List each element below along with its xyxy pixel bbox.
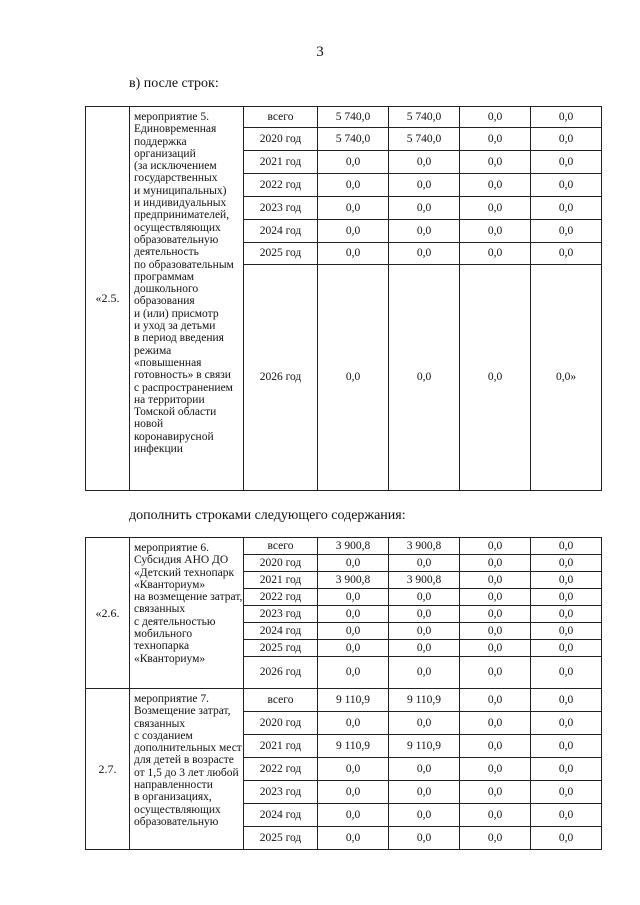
- amount-cell: 0,0: [531, 623, 602, 640]
- amount-cell: 0,0: [389, 657, 460, 689]
- amount-cell: 0,0: [460, 689, 531, 712]
- description-line: по образовательным: [134, 258, 234, 271]
- amount-cell: 0,0: [460, 781, 531, 804]
- amount-cell: 0,0: [460, 220, 531, 243]
- description-line: дополнительных мест: [134, 742, 242, 755]
- item-description: [130, 538, 244, 689]
- period-cell: всего: [244, 107, 318, 128]
- description-line: от 1,5 до 3 лет любой: [134, 766, 239, 779]
- description-line: Единовременная: [134, 123, 217, 136]
- amount-cell: 0,0: [531, 151, 602, 174]
- description-line: и уход за детьми: [134, 320, 216, 333]
- description-line: инфекции: [134, 443, 183, 456]
- description-line: в организациях,: [134, 791, 212, 804]
- amount-cell: 0,0: [318, 606, 389, 623]
- amount-cell: 0,0: [531, 197, 602, 220]
- amount-cell: 0,0: [318, 555, 389, 572]
- description-line: и муниципальных): [134, 184, 227, 197]
- amount-cell: 0,0: [389, 197, 460, 220]
- amount-cell: 9 110,9: [318, 689, 389, 712]
- intro-after-rows: в) после строк:: [129, 76, 219, 91]
- amount-cell: 0,0: [389, 640, 460, 657]
- period-cell: 2026 год: [244, 265, 318, 491]
- description-line: «Детский технопарк: [134, 566, 235, 579]
- description-line: для детей в возрасте: [134, 754, 234, 767]
- period-cell: 2025 год: [244, 827, 318, 850]
- description-line: «Кванториум»: [134, 578, 206, 591]
- amount-cell: 0,0: [460, 712, 531, 735]
- amount-cell: 0,0: [531, 640, 602, 657]
- amount-cell: 0,0: [318, 265, 389, 491]
- description-line: направленности: [134, 779, 213, 792]
- amount-cell: 0,0: [389, 589, 460, 606]
- amount-cell: 0,0: [318, 640, 389, 657]
- description-line: новой: [134, 418, 164, 431]
- description-line: дошкольного: [134, 283, 199, 296]
- description-line: и индивидуальных: [134, 197, 227, 210]
- period-cell: 2023 год: [244, 197, 318, 220]
- description-line: режима: [134, 344, 172, 357]
- amount-cell: 9 110,9: [389, 689, 460, 712]
- amount-cell: 9 110,9: [389, 735, 460, 758]
- amount-cell: 0,0: [531, 174, 602, 197]
- description-line: «Кванториум»: [134, 652, 206, 665]
- amount-cell: 0,0: [318, 804, 389, 827]
- amount-cell: 0,0: [389, 827, 460, 850]
- description-line: государственных: [134, 172, 218, 185]
- period-cell: всего: [244, 538, 318, 555]
- description-line: (за исключением: [134, 160, 217, 173]
- description-line: деятельность: [134, 246, 199, 259]
- amount-cell: 0,0: [389, 804, 460, 827]
- amount-cell: 0,0: [389, 712, 460, 735]
- amount-cell: 0,0: [531, 572, 602, 589]
- amount-cell: 0,0: [460, 107, 531, 128]
- period-cell: всего: [244, 689, 318, 712]
- amount-cell: 0,0: [389, 758, 460, 781]
- amount-cell: 0,0: [389, 555, 460, 572]
- amount-cell: 9 110,9: [318, 735, 389, 758]
- amount-cell: 5 740,0: [389, 107, 460, 128]
- description-line: коронавирусной: [134, 430, 214, 443]
- description-line: и (или) присмотр: [134, 307, 219, 320]
- amount-cell: 0,0: [318, 220, 389, 243]
- amount-cell: 0,0: [318, 827, 389, 850]
- period-cell: 2023 год: [244, 606, 318, 623]
- amount-cell: 0,0: [389, 220, 460, 243]
- amount-cell: 0,0: [531, 689, 602, 712]
- amount-cell: 0,0: [389, 623, 460, 640]
- item-number: «2.6.: [86, 538, 130, 689]
- description-line: образовательную: [134, 815, 219, 828]
- amount-cell: 0,0: [531, 827, 602, 850]
- period-cell: 2024 год: [244, 623, 318, 640]
- amount-cell: 0,0: [318, 243, 389, 265]
- amount-cell: 0,0: [460, 555, 531, 572]
- amount-cell: 0,0: [460, 758, 531, 781]
- description-line: программам: [134, 270, 195, 283]
- description-line: мероприятие 5.: [134, 111, 210, 123]
- amount-cell: 0,0: [460, 151, 531, 174]
- description-line: готовность» в связи: [134, 369, 231, 382]
- table-row: [86, 107, 602, 128]
- amount-cell: 0,0: [460, 657, 531, 689]
- amount-cell: 0,0: [531, 735, 602, 758]
- amount-cell: 0,0: [531, 589, 602, 606]
- amount-cell: 5 740,0: [389, 128, 460, 151]
- description-line: мероприятие 7.: [134, 693, 210, 705]
- period-cell: 2024 год: [244, 220, 318, 243]
- amount-cell: 0,0: [531, 758, 602, 781]
- amount-cell: 0,0: [531, 538, 602, 555]
- table-existing-rows: [85, 106, 602, 491]
- table-row: [86, 538, 602, 555]
- amount-cell: 3 900,8: [318, 572, 389, 589]
- description-line: Возмещение затрат,: [134, 705, 231, 718]
- amount-cell: 0,0: [531, 712, 602, 735]
- page-number: 3: [316, 44, 324, 60]
- amount-cell: 0,0: [531, 128, 602, 151]
- amount-cell: 0,0: [531, 220, 602, 243]
- description-line: на возмещение затрат,: [134, 591, 243, 604]
- amount-cell: 3 900,8: [389, 572, 460, 589]
- description-line: мобильного: [134, 628, 193, 641]
- description-line: образовательную: [134, 233, 219, 246]
- description-line: с распространением: [134, 381, 233, 394]
- amount-cell: 0,0: [389, 606, 460, 623]
- period-cell: 2022 год: [244, 758, 318, 781]
- period-cell: 2026 год: [244, 657, 318, 689]
- amount-cell: 0,0: [318, 712, 389, 735]
- period-cell: 2020 год: [244, 555, 318, 572]
- description-line: образования: [134, 295, 195, 308]
- description-line: поддержка: [134, 135, 187, 148]
- amount-cell: 0,0: [460, 735, 531, 758]
- period-cell: 2021 год: [244, 572, 318, 589]
- period-cell: 2025 год: [244, 243, 318, 265]
- intro-add-rows: дополнить строками следующего содержания:: [129, 508, 406, 523]
- amount-cell: 0,0: [318, 197, 389, 220]
- amount-cell: 0,0: [318, 781, 389, 804]
- period-cell: 2020 год: [244, 712, 318, 735]
- amount-cell: 3 900,8: [318, 538, 389, 555]
- amount-cell: 0,0: [318, 657, 389, 689]
- amount-cell: 0,0: [460, 243, 531, 265]
- amount-cell: 3 900,8: [389, 538, 460, 555]
- amount-cell: 5 740,0: [318, 107, 389, 128]
- description-line: «повышенная: [134, 356, 202, 369]
- amount-cell: 0,0: [460, 197, 531, 220]
- description-line: организаций: [134, 147, 196, 160]
- table-new-rows: [85, 537, 602, 850]
- description-line: связанных: [134, 717, 186, 730]
- amount-cell: 0,0: [531, 107, 602, 128]
- amount-cell: 0,0: [318, 151, 389, 174]
- amount-cell: 0,0: [531, 606, 602, 623]
- period-cell: 2023 год: [244, 781, 318, 804]
- amount-cell: 0,0: [318, 589, 389, 606]
- amount-cell: 0,0: [389, 174, 460, 197]
- amount-cell: 0,0: [531, 243, 602, 265]
- amount-cell: 0,0: [389, 781, 460, 804]
- amount-cell: 0,0: [460, 265, 531, 491]
- amount-cell: 0,0»: [531, 265, 602, 491]
- description-line: предпринимателей,: [134, 209, 230, 222]
- description-line: технопарка: [134, 640, 190, 653]
- period-cell: 2022 год: [244, 589, 318, 606]
- amount-cell: 0,0: [460, 128, 531, 151]
- period-cell: 2021 год: [244, 151, 318, 174]
- period-cell: 2022 год: [244, 174, 318, 197]
- amount-cell: 0,0: [460, 827, 531, 850]
- amount-cell: 0,0: [318, 174, 389, 197]
- table-row: [86, 689, 602, 712]
- amount-cell: 0,0: [389, 151, 460, 174]
- amount-cell: 0,0: [389, 243, 460, 265]
- amount-cell: 0,0: [318, 623, 389, 640]
- amount-cell: 0,0: [389, 265, 460, 491]
- amount-cell: 0,0: [460, 589, 531, 606]
- amount-cell: 0,0: [460, 572, 531, 589]
- description-line: осуществляющих: [134, 221, 221, 234]
- description-line: осуществляющих: [134, 803, 221, 816]
- description-line: в период введения: [134, 332, 224, 345]
- item-number: «2.5.: [86, 107, 130, 491]
- description-line: с созданием: [134, 729, 193, 742]
- period-cell: 2021 год: [244, 735, 318, 758]
- amount-cell: 0,0: [531, 804, 602, 827]
- description-line: на территории: [134, 393, 205, 406]
- amount-cell: 0,0: [460, 606, 531, 623]
- amount-cell: 0,0: [531, 781, 602, 804]
- description-line: Субсидия АНО ДО: [134, 554, 229, 567]
- description-line: связанных: [134, 603, 186, 616]
- amount-cell: 0,0: [460, 640, 531, 657]
- amount-cell: 0,0: [460, 623, 531, 640]
- amount-cell: 0,0: [460, 174, 531, 197]
- description-line: с деятельностью: [134, 615, 216, 628]
- item-description: [130, 689, 244, 850]
- amount-cell: 0,0: [531, 657, 602, 689]
- item-number: 2.7.: [86, 689, 130, 850]
- amount-cell: 0,0: [318, 758, 389, 781]
- amount-cell: 0,0: [531, 555, 602, 572]
- amount-cell: 5 740,0: [318, 128, 389, 151]
- period-cell: 2024 год: [244, 804, 318, 827]
- amount-cell: 0,0: [460, 538, 531, 555]
- item-description: [130, 107, 244, 491]
- period-cell: 2025 год: [244, 640, 318, 657]
- amount-cell: 0,0: [460, 804, 531, 827]
- period-cell: 2020 год: [244, 128, 318, 151]
- description-line: мероприятие 6.: [134, 542, 210, 554]
- description-line: Томской области: [134, 406, 217, 419]
